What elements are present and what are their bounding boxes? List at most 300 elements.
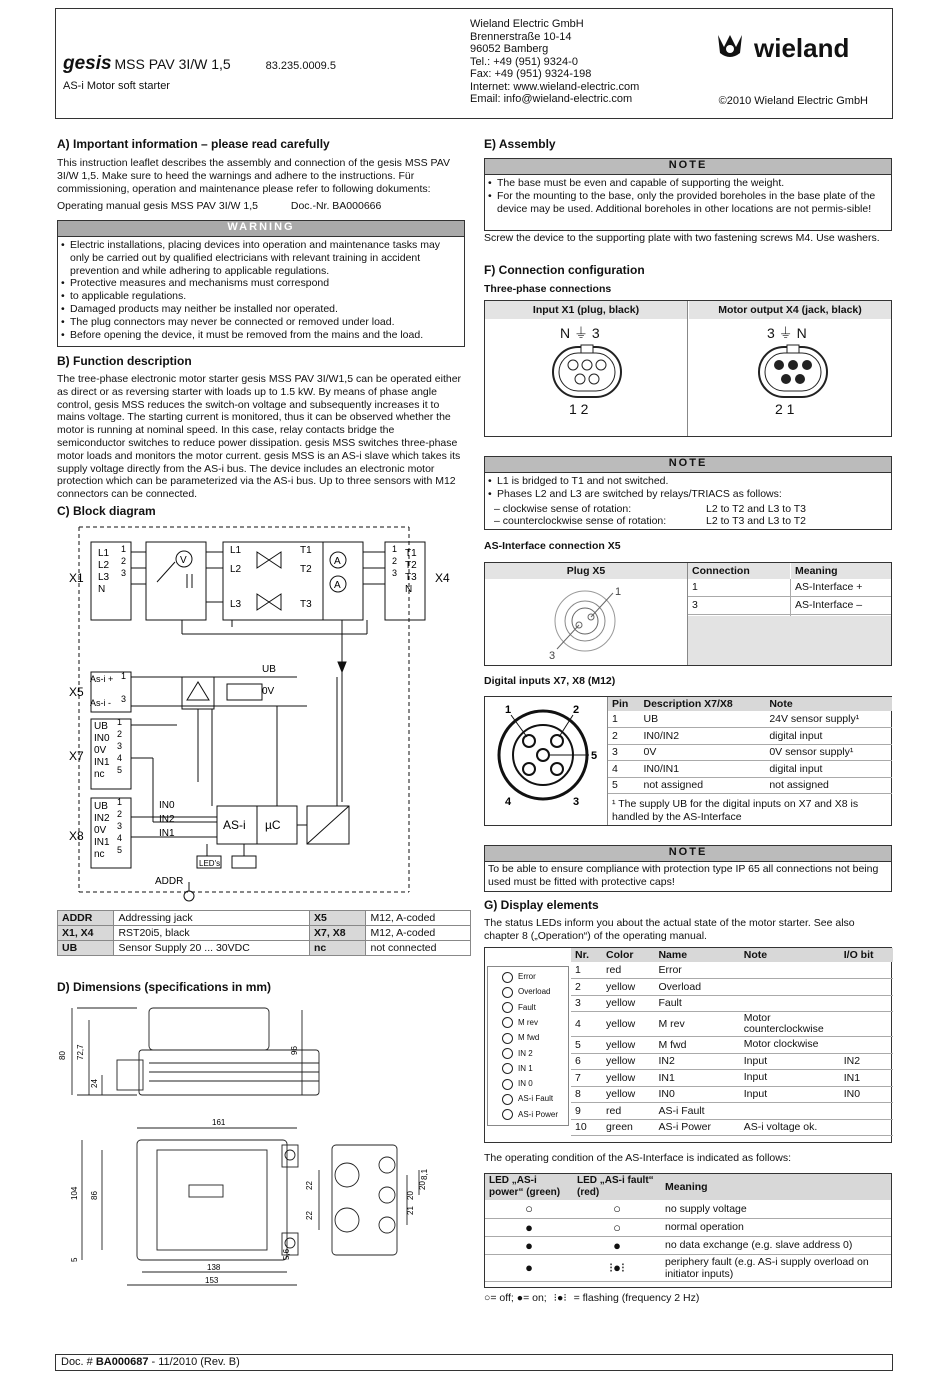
led-cell <box>840 962 893 979</box>
condition-led-cell <box>573 1218 661 1236</box>
pin-label: 0V <box>94 745 107 756</box>
dimension-label: 104 <box>70 1186 79 1200</box>
led-cell: yellow <box>602 1012 654 1037</box>
connection-head: Connection <box>688 563 790 579</box>
led-cell: Input <box>740 1053 840 1070</box>
led-cell <box>740 995 840 1012</box>
condition-led-cell <box>485 1200 573 1218</box>
dimension-label: 80 <box>58 1051 67 1060</box>
led-cell <box>740 1103 840 1120</box>
pin-label: T3 <box>405 572 417 583</box>
led-row <box>571 962 893 979</box>
svg-text:wieland: wieland <box>754 33 850 63</box>
warning-item: • Before opening the device, it must be removed from the mains and the load. <box>61 329 461 342</box>
three-phase-title: Three-phase connections <box>484 283 612 295</box>
led-cell: IN2 <box>840 1053 893 1070</box>
led-circle-icon <box>502 1033 513 1044</box>
led-circle-icon <box>502 1109 513 1120</box>
x1-label: X1 <box>69 571 84 585</box>
pin-number: 1 <box>121 544 127 554</box>
led-cell: red <box>602 1103 654 1120</box>
wieland-logo <box>706 29 876 68</box>
plug-x5-head: Plug X5 <box>485 563 687 579</box>
x4-label: X4 <box>435 571 450 585</box>
pin-label: IN0 <box>94 733 110 744</box>
operating-condition-table: LED „AS-i power“ (green) LED „AS-i fault“ (red) Meaning ○ ○ no supply voltage ● ○ normal operation ● ● no data exchange (e.g. slave address 0) ● ⁝●⁝ periphery fault (e.g. AS-i supply overload on initiator inputs) <box>485 1174 891 1282</box>
condition-led-cell <box>573 1236 661 1254</box>
led-circle-icon <box>502 1048 513 1059</box>
led-row <box>571 1053 893 1070</box>
block-diagram <box>57 522 467 902</box>
led-off-icon: ○ <box>613 1219 621 1235</box>
input-top-pins: N ⏚ 3 <box>560 325 600 341</box>
t1-inner: T1 <box>300 545 312 556</box>
in0-signal: IN0 <box>159 800 175 811</box>
legend-cell: Sensor Supply 20 ... 30VDC <box>114 941 310 956</box>
legend-cell: X7, X8 <box>310 926 366 941</box>
address-line: Internet: www.wieland-electric.com <box>470 80 640 93</box>
led-indicator: Overload <box>502 986 550 1000</box>
leds-block-label: LED's <box>199 859 221 868</box>
output-jack-icon <box>753 341 833 403</box>
digital-inputs-table: Pin Description X7/X8 Note 1 UB 24V sensor supply¹ 2 IN0/IN2 digital input 3 0V 0V sensor supply¹ 4 IN0/IN1 digital input 5 not assigned not assigned <box>608 697 892 794</box>
di-cell: not assigned <box>765 777 892 794</box>
led-cell: IN1 <box>654 1070 739 1087</box>
meaning-head: Meaning <box>791 563 891 579</box>
led-flash-icon: ⁝●⁝ <box>608 1259 626 1275</box>
warning-box <box>57 220 465 347</box>
di-cell: 4 <box>608 761 639 778</box>
di-row <box>608 777 892 794</box>
led-row <box>571 979 893 996</box>
led-circle-icon <box>502 1079 513 1090</box>
di-cell: 1 <box>608 711 639 728</box>
asi-row-1: 1 AS-Interface + <box>688 580 891 597</box>
manual-reference: Operating manual gesis MSS PAV 3I/W 1,5 Doc.-Nr. BA000666 <box>57 200 382 212</box>
led-cell: 6 <box>571 1053 602 1070</box>
operating-condition-box <box>484 1173 892 1288</box>
led-cell: yellow <box>602 1070 654 1087</box>
t2-inner: T2 <box>300 564 312 575</box>
l3-inner: L3 <box>230 599 242 610</box>
led-cell: AS-i Fault <box>654 1103 739 1120</box>
dimension-label: 20 <box>418 1181 427 1190</box>
led-cell: 2 <box>571 979 602 996</box>
di-cell: digital input <box>765 728 892 745</box>
output-x4-head: Motor output X4 (jack, black) <box>689 301 891 319</box>
section-c-title: C) Block diagram <box>57 504 156 518</box>
di-row <box>608 728 892 745</box>
led-circle-icon <box>502 1094 513 1105</box>
di-cell: 0V <box>639 744 765 761</box>
di-cell: UB <box>639 711 765 728</box>
led-on-icon: ● <box>525 1237 533 1253</box>
copyright: ©2010 Wieland Electric GmbH <box>718 95 868 107</box>
address-line: Fax: +49 (951) 9324-198 <box>470 68 592 80</box>
flash-symbol-icon: ⁝●⁝ <box>553 1292 567 1304</box>
voltmeter-label: V <box>180 555 187 566</box>
led-row <box>571 1103 893 1120</box>
x8-label: X8 <box>69 829 84 843</box>
pin-label: N <box>98 584 106 595</box>
led-circle-icon <box>502 987 513 998</box>
pin-label: L3 <box>98 572 110 583</box>
assembly-text: Screw the device to the supporting plate with two fastening screws M4. Use washers. <box>484 232 880 244</box>
led-panel <box>487 966 569 1126</box>
pin-number: 4 <box>117 833 123 843</box>
led-off-icon: ○ <box>613 1201 621 1217</box>
pin-label: UB <box>94 721 108 732</box>
section-b-text: The tree-phase electronic motor starter gesis MSS PAV 3I/W1,5 can be operated either as direct or as reversing starter with loads up to 1.5 kW. By means of phase angle control, gesis MSS reduces the switch-on voltage and subsequently increases it to mains voltage. The starting current is monitored, thus it can be observed whether the motor is running at nominal speed. In this case, relay contacts bridge the semiconductor switches to reduce power dissipation. gesis MSS switches three-phase motor loads and monitors the motor current. gesis MSS is an AS-i slave which takes its supply voltage directly from the AS-i bus. The device includes an electronic motor protection which can be parameterized via the AS-i bus. Up to three sensors with M12 connectors can be connected. <box>57 373 462 501</box>
condition-meaning: no supply voltage <box>661 1200 891 1218</box>
legend-row <box>58 911 471 926</box>
x5-plug-icon <box>535 581 635 663</box>
led-cell: yellow <box>602 995 654 1012</box>
led-cell: 8 <box>571 1086 602 1103</box>
svg-text:1: 1 <box>615 586 622 598</box>
section-g-intro: The status LEDs inform you about the actual state of the motor starter. See also chapter 8 („Operation“) of the operating manual. <box>484 917 855 942</box>
t3-inner: T3 <box>300 599 312 610</box>
input-plug-icon <box>547 341 627 403</box>
digital-inputs-footnote: ¹ The supply UB for the digital inputs on X7 and X8 is handled by the AS-Interface <box>612 798 859 823</box>
address-line: 96052 Bamberg <box>470 43 549 55</box>
uc-block-label: µC <box>265 818 281 832</box>
digital-inputs-title: Digital inputs X7, X8 (M12) <box>484 675 616 687</box>
legend-cell: nc <box>310 941 366 956</box>
pin-label: IN1 <box>94 837 110 848</box>
led-indicator: Error <box>502 971 536 985</box>
led-cell <box>740 962 840 979</box>
legend-cell: X5 <box>310 911 366 926</box>
di-cell: digital input <box>765 761 892 778</box>
led-cell <box>740 979 840 996</box>
led-cell: yellow <box>602 979 654 996</box>
rotation-row: – counterclockwise sense of rotation: L2 to T3 and L3 to T2 <box>494 515 807 528</box>
pin-label: T2 <box>405 560 417 571</box>
led-cell: AS-i Power <box>654 1119 739 1136</box>
condition-led-cell <box>573 1200 661 1218</box>
dimension-label: 96 <box>290 1046 299 1055</box>
status-led-table: Nr. Color Name Note I/O bit 1 red Error 2 yellow Overload 3 yellow Fault 4 yellow M rev Motor counterclockwise 5 yellow M fwd Motor clockwise 6 yellow IN2 Input IN2 7 yellow IN1 Input IN1 8 yellow IN0 Input IN0 9 red AS-i Fault 10 green AS-i Power AS-i voltage ok. <box>571 948 893 1136</box>
warning-item: • Electric installations, placing devices into operation and maintenance tasks may only be carried out by qualified electricians with relevant training in accident prevention and while adhering to applicable regulations. <box>61 239 461 277</box>
svg-text:3: 3 <box>121 694 127 704</box>
legend-row <box>58 926 471 941</box>
asi-connection-title: AS-Interface connection X5 <box>484 540 621 552</box>
pin-label: L1 <box>98 548 110 559</box>
section-d-title: D) Dimensions (specifications in mm) <box>57 980 272 994</box>
assembly-note-item: • For the mounting to the base, only the provided boreholes in the base plate of the device may be used. Additional boreholes in other locations are not permis-sible! <box>488 190 888 216</box>
x5-label: X5 <box>69 685 84 699</box>
ip65-note-text: To be able to ensure compliance with protection type IP 65 all connections not being used must be fitted with protective caps! <box>488 863 879 888</box>
section-a-title: A) Important information – please read carefully <box>57 137 330 151</box>
document-header <box>55 8 893 119</box>
led-symbol-legend: ○= off; ●= on; ⁝●⁝ = flashing (frequency 2 Hz) <box>484 1292 700 1304</box>
ammeter-2-label: A <box>334 580 341 591</box>
condition-row <box>485 1218 891 1236</box>
led-circle-icon <box>502 1017 513 1028</box>
pin-label: L2 <box>98 560 110 571</box>
di-cell: 3 <box>608 744 639 761</box>
led-cell: 5 <box>571 1037 602 1054</box>
section-a-intro: This instruction leaflet describes the assembly and connection of the gesis MSS PAV 3I/W 1,5. Make sure to heed the warnings and adhere to the instructions. Für commissioning, operation and maintenance please refer to following dokuments: <box>57 157 450 195</box>
l2-inner: L2 <box>230 564 242 575</box>
led-indicator: AS-i Power <box>502 1109 558 1123</box>
pin-number: 3 <box>121 568 127 578</box>
di-row <box>608 744 892 761</box>
output-top-pins: 3 ⏚ N <box>767 325 807 341</box>
m12-connector-icon <box>491 701 603 809</box>
led-indicator: M rev <box>502 1017 538 1031</box>
legend-cell: UB <box>58 941 114 956</box>
off-symbol-icon: ○ <box>484 1292 491 1304</box>
led-cell <box>840 995 893 1012</box>
pin-number: 2 <box>392 556 398 566</box>
dimension-label: 72,7 <box>76 1044 85 1060</box>
company-address <box>470 18 639 106</box>
pin-number: 3 <box>117 741 123 751</box>
dimension-label: 153 <box>205 1276 219 1285</box>
di-cell: 5 <box>608 777 639 794</box>
pin-number: 3 <box>117 821 123 831</box>
dimension-label: 5 <box>70 1257 79 1262</box>
led-indicator: IN 2 <box>502 1048 533 1062</box>
led-cell: 9 <box>571 1103 602 1120</box>
led-cell: IN0 <box>840 1086 893 1103</box>
led-cell: yellow <box>602 1053 654 1070</box>
pin-number: 2 <box>121 556 127 566</box>
led-cell: Motor counterclockwise <box>740 1012 840 1037</box>
asi-minus-label: As-i - <box>90 698 111 708</box>
legend-cell: X1, X4 <box>58 926 114 941</box>
legend-cell: not connected <box>366 941 471 956</box>
warning-item: • Damaged products may neither be installed nor operated. <box>61 303 461 316</box>
on-symbol-icon: ● <box>516 1292 524 1304</box>
l1-inner: L1 <box>230 545 242 556</box>
section-e-title: E) Assembly <box>484 137 556 151</box>
ammeter-1-label: A <box>334 556 341 567</box>
pin-label: nc <box>94 849 105 860</box>
led-indicator: Fault <box>502 1002 536 1016</box>
warning-item: • Protective measures and mechanisms must correspond <box>61 277 461 290</box>
di-row <box>608 711 892 728</box>
rotation-row: – clockwise sense of rotation: L2 to T2 and L3 to T3 <box>494 502 807 515</box>
phase-note-item: • Phases L2 and L3 are switched by relays/TRIACS as follows: <box>488 488 888 501</box>
di-cell: 24V sensor supply¹ <box>765 711 892 728</box>
led-cell: IN0 <box>654 1086 739 1103</box>
phase-note-item: • L1 is bridged to T1 and not switched. <box>488 475 888 488</box>
svg-text:2: 2 <box>573 704 580 716</box>
dimension-label: 161 <box>212 1118 226 1127</box>
phase-notes <box>485 473 891 503</box>
input-bottom-pins: 1 2 <box>569 401 589 417</box>
condition-row <box>485 1236 891 1254</box>
led-cell: Overload <box>654 979 739 996</box>
led-cell: yellow <box>602 1037 654 1054</box>
condition-row <box>485 1254 891 1281</box>
led-cell: M rev <box>654 1012 739 1037</box>
svg-text:1: 1 <box>121 671 127 681</box>
svg-text:5: 5 <box>591 750 598 762</box>
led-indicator: IN 0 <box>502 1078 533 1092</box>
led-cell: 1 <box>571 962 602 979</box>
led-indicator: IN 1 <box>502 1063 533 1077</box>
pin-label: UB <box>94 801 108 812</box>
dimension-drawing <box>57 1000 467 1300</box>
pin-label: 0V <box>94 825 107 836</box>
x7-label: X7 <box>69 749 84 763</box>
dimension-label: 20 <box>406 1191 415 1200</box>
address-line: Wieland Electric GmbH <box>470 18 584 30</box>
svg-text:3: 3 <box>573 796 580 808</box>
led-circle-icon <box>502 1063 513 1074</box>
section-f-title: F) Connection configuration <box>484 263 645 277</box>
input-x1-head: Input X1 (plug, black) <box>485 301 687 319</box>
status-led-box <box>484 947 892 1143</box>
led-cell: Motor clockwise <box>740 1037 840 1054</box>
pin-number: 1 <box>117 717 123 727</box>
condition-meaning: no data exchange (e.g. slave address 0) <box>661 1236 891 1254</box>
led-row <box>571 1086 893 1103</box>
asi-plus-label: As-i + <box>90 674 114 684</box>
pin-number: 4 <box>117 753 123 763</box>
led-cell: Input <box>740 1086 840 1103</box>
legend-row <box>58 941 471 956</box>
condition-led-cell <box>485 1254 573 1281</box>
asi-connection-box <box>484 562 892 666</box>
note-banner: NOTE <box>485 846 891 862</box>
address-line: Email: info@wieland-electric.com <box>470 93 633 105</box>
condition-led-cell <box>573 1254 661 1281</box>
pin-number: 1 <box>117 797 123 807</box>
led-cell: IN1 <box>840 1070 893 1087</box>
led-cell <box>840 979 893 996</box>
pin-label: IN1 <box>94 757 110 768</box>
pin-number: 2 <box>117 809 123 819</box>
in1-signal: IN1 <box>159 828 175 839</box>
pin-label: N <box>405 584 413 595</box>
led-cell <box>840 1012 893 1037</box>
dimension-label: 86 <box>90 1191 99 1200</box>
led-cell <box>840 1037 893 1054</box>
legend-cell: Addressing jack <box>114 911 310 926</box>
svg-text:4: 4 <box>505 796 512 808</box>
condition-led-cell <box>485 1236 573 1254</box>
warning-list <box>58 237 464 343</box>
led-cell <box>840 1119 893 1136</box>
doc-number: BA000687 <box>95 1356 149 1368</box>
condition-meaning: normal operation <box>661 1218 891 1236</box>
legend-cell: RST20i5, black <box>114 926 310 941</box>
led-cell: 10 <box>571 1119 602 1136</box>
addr-label: ADDR <box>155 876 184 887</box>
legend-cell: M12, A-coded <box>366 926 471 941</box>
section-b-title: B) Function description <box>57 354 192 368</box>
pin-number: 5 <box>117 765 123 775</box>
condition-row <box>485 1200 891 1218</box>
asi-row-2: 3 AS-Interface – <box>688 598 891 615</box>
led-row <box>571 1037 893 1054</box>
di-cell: IN0/IN1 <box>639 761 765 778</box>
di-row <box>608 761 892 778</box>
note-banner: NOTE <box>485 457 891 473</box>
led-row <box>571 1012 893 1037</box>
di-cell: 2 <box>608 728 639 745</box>
condition-led-cell <box>485 1218 573 1236</box>
led-cell: 3 <box>571 995 602 1012</box>
led-cell: 4 <box>571 1012 602 1037</box>
document-footer: Doc. # BA000687 - 11/2010 (Rev. B) <box>55 1354 893 1371</box>
warning-item: • to applicable regulations. <box>61 290 461 303</box>
warning-banner: WARNING <box>58 221 464 237</box>
article-number: 83.235.0009.5 <box>265 60 336 72</box>
led-off-icon: ○ <box>525 1201 533 1217</box>
led-cell: red <box>602 962 654 979</box>
led-cell: AS-i voltage ok. <box>740 1119 840 1136</box>
pin-label: IN2 <box>94 813 110 824</box>
led-indicator: AS-i Fault <box>502 1093 553 1107</box>
pin-label: nc <box>94 769 105 780</box>
dimension-label: 138 <box>207 1263 221 1272</box>
led-cell: M fwd <box>654 1037 739 1054</box>
dimension-label: 5,6 <box>282 1248 291 1260</box>
pin-label: T1 <box>405 548 417 559</box>
di-cell: 0V sensor supply¹ <box>765 744 892 761</box>
led-row <box>571 995 893 1012</box>
section-g-title: G) Display elements <box>484 898 599 912</box>
led-on-icon: ● <box>525 1260 533 1275</box>
condition-meaning: periphery fault (e.g. AS-i supply overload on initiator inputs) <box>661 1254 891 1281</box>
ip65-note-box <box>484 845 892 892</box>
digital-inputs-box <box>484 696 892 826</box>
led-cell: IN2 <box>654 1053 739 1070</box>
svg-text:1: 1 <box>505 704 512 716</box>
in2-signal: IN2 <box>159 814 175 825</box>
ub-label: UB <box>262 664 276 675</box>
block-legend-table <box>57 910 471 956</box>
pin-number: 3 <box>392 568 398 578</box>
led-cell <box>840 1103 893 1120</box>
di-cell: IN0/IN2 <box>639 728 765 745</box>
address-line: Tel.: +49 (951) 9324-0 <box>470 55 578 68</box>
product-title: gesis MSS PAV 3I/W 1,5 83.235.0009.5 <box>63 53 336 74</box>
note-banner: NOTE <box>485 159 891 175</box>
led-cell: green <box>602 1119 654 1136</box>
product-subtitle: AS-i Motor soft starter <box>63 80 170 92</box>
operating-condition-text: The operating condition of the AS-Interface is indicated as follows: <box>484 1152 792 1164</box>
output-bottom-pins: 2 1 <box>775 401 795 417</box>
phase-rotation-list <box>485 503 891 529</box>
zero-v-label: 0V <box>262 686 275 697</box>
pin-number: 1 <box>392 544 398 554</box>
led-row <box>571 1070 893 1087</box>
legend-cell: M12, A-coded <box>366 911 471 926</box>
address-line: Brennerstraße 10-14 <box>470 30 572 43</box>
dimension-label: 8,1 <box>420 1168 429 1180</box>
logo-icon <box>706 29 876 65</box>
led-circle-icon <box>502 972 513 983</box>
dimension-label: 22 <box>305 1181 314 1190</box>
legend-cell: ADDR <box>58 911 114 926</box>
dimension-label: 21 <box>406 1206 415 1215</box>
three-phase-box <box>484 300 892 437</box>
led-indicator: M fwd <box>502 1032 539 1046</box>
pin-number: 5 <box>117 845 123 855</box>
asi-block-label: AS-i <box>223 818 246 832</box>
svg-text:3: 3 <box>549 650 556 662</box>
led-on-icon: ● <box>613 1237 621 1253</box>
dimension-label: 24 <box>90 1079 99 1088</box>
led-on-icon: ● <box>525 1219 533 1235</box>
